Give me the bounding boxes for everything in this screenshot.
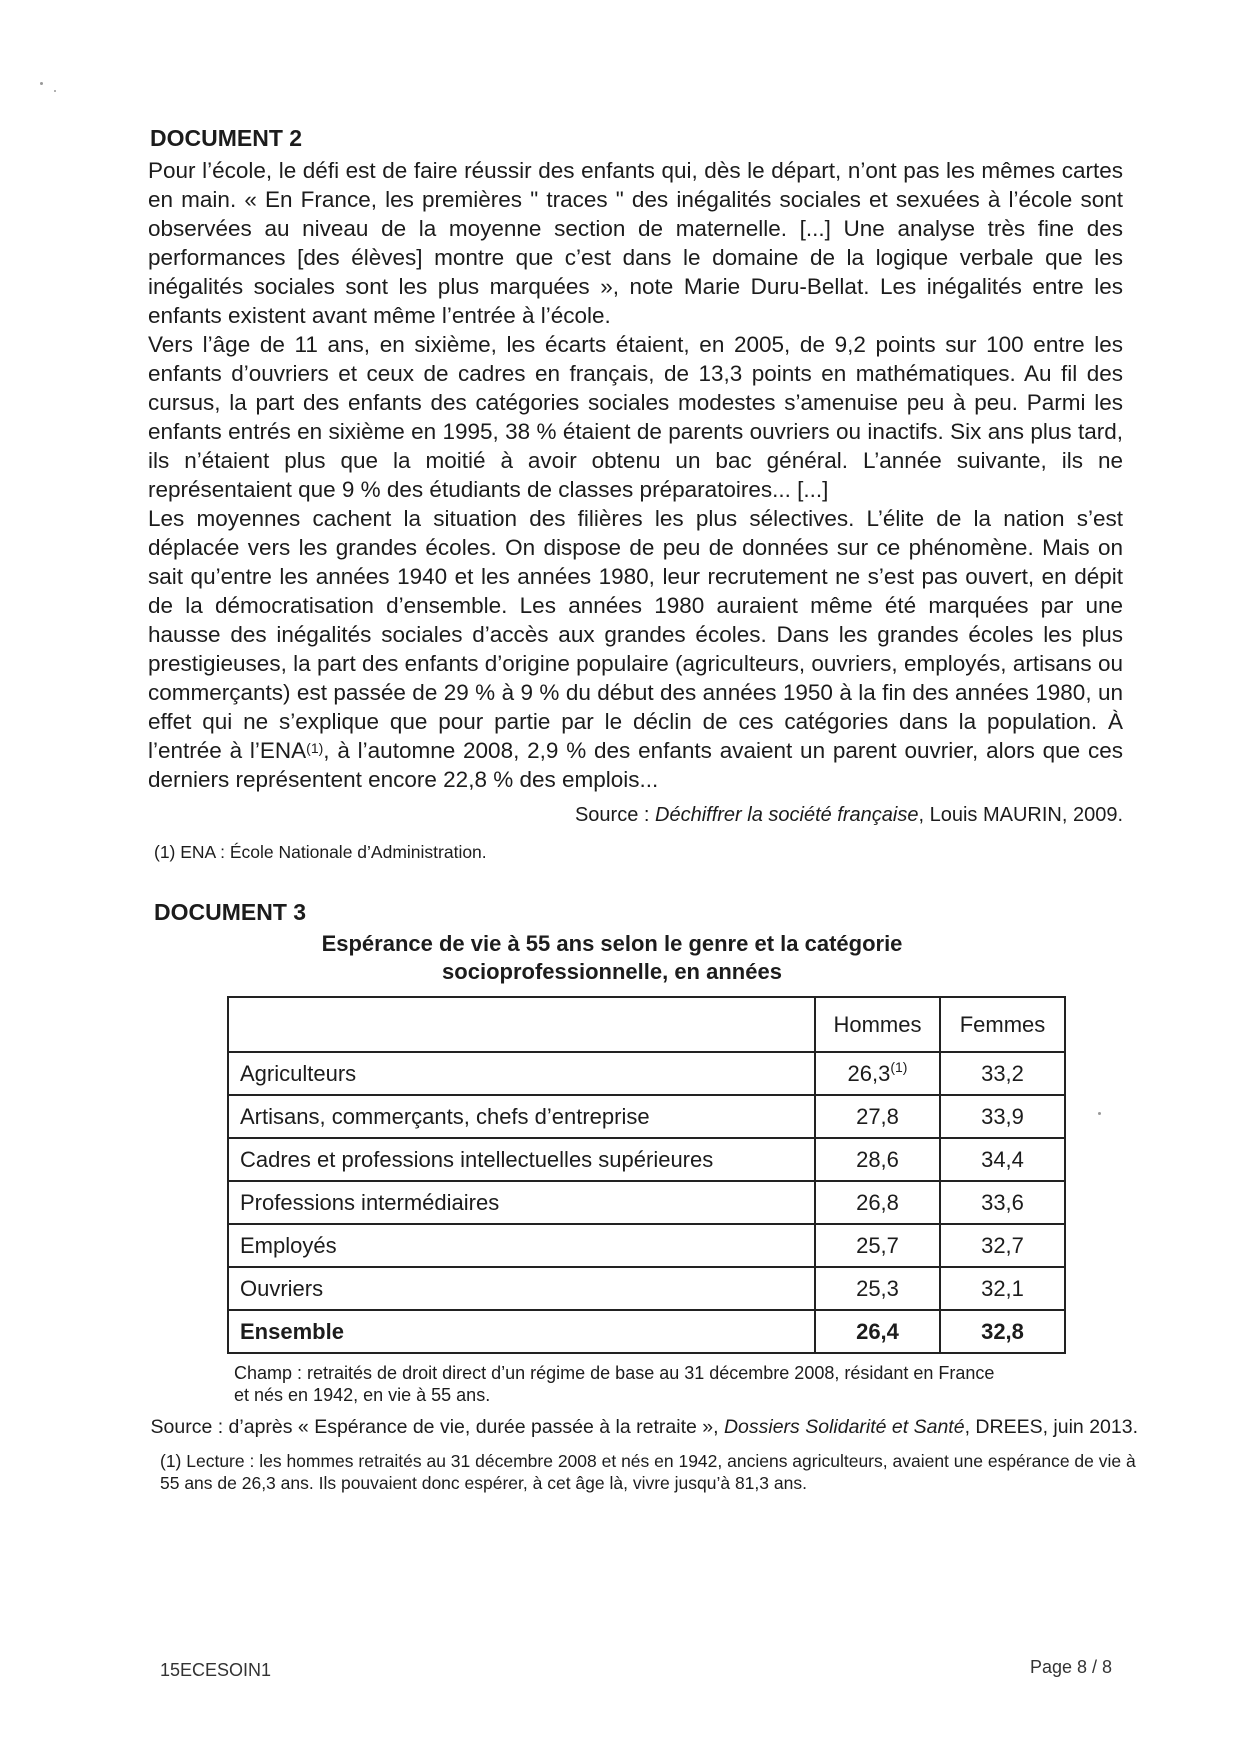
table-row <box>228 1267 1065 1310</box>
row-label: Cadres et professions intellectuelles supérieures <box>228 1138 815 1181</box>
header-hommes: Hommes <box>815 997 940 1052</box>
cell-value: 27,8 <box>856 1103 899 1129</box>
page-content <box>148 124 1138 1494</box>
cell-hommes <box>815 1267 940 1310</box>
document-2-body <box>148 156 1123 794</box>
table-title-line: socioprofessionnelle, en années <box>442 959 782 984</box>
document-2-paragraph: Pour l’école, le défi est de faire réussir des enfants qui, dès le départ, n’ont pas les mêmes cartes en main. « En France, les premières " traces " des inégalités sociales et sexuées à l’école sont observées au niveau de la moyenne section de maternelle. [...] Une analyse très fine des performances [des élèves] montre que c’est dans le domaine de la logique verbale que les inégalités sociales sont les plus marquées », note Marie Duru-Bellat. Les inégalités entre les enfants existent avant même l’entrée à l’école. <box>148 158 1123 328</box>
row-label: Artisans, commerçants, chefs d’entreprise <box>228 1095 815 1138</box>
cell-femmes: 33,2 <box>940 1052 1065 1095</box>
cell-value: 26,4 <box>856 1318 899 1344</box>
row-label: Agriculteurs <box>228 1052 815 1095</box>
table-row <box>228 1095 1065 1138</box>
table-body <box>228 1052 1065 1353</box>
source-suffix: , DREES, juin 2013. <box>964 1416 1138 1438</box>
cell-femmes: 32,8 <box>940 1310 1065 1353</box>
document-2-source <box>148 802 1123 828</box>
cell-hommes <box>815 1224 940 1267</box>
table-title-line: Espérance de vie à 55 ans selon le genre et la catégorie <box>321 931 903 956</box>
cell-hommes <box>815 1052 940 1095</box>
table-row <box>228 1181 1065 1224</box>
document-2-heading: DOCUMENT 2 <box>150 125 303 151</box>
document-2-paragraph: Vers l’âge de 11 ans, en sixième, les écarts étaient, en 2005, de 9,2 points sur 100 entre les enfants d’ouvriers et ceux de cadres en français, de 13,3 points en mathématiques. Au fil des cursus, la part des enfants des catégories sociales modestes s’amenuise peu à peu. Parmi les enfants entrés en sixième en 1995, 38 % étaient de parents ouvriers ou inactifs. Six ans plus tard, ils n’étaient plus que la moitié à avoir obtenu un bac général. L’année suivante, ils ne représentaient que 9 % des étudiants de classes préparatoires... [...] <box>148 332 1123 502</box>
scan-speck <box>40 82 43 85</box>
table-row <box>228 1224 1065 1267</box>
cell-hommes <box>815 1181 940 1224</box>
scan-speck <box>54 90 56 92</box>
cell-value: 25,7 <box>856 1232 899 1258</box>
source-title: Déchiffrer la société française <box>655 804 919 826</box>
cell-femmes: 33,9 <box>940 1095 1065 1138</box>
document-2-paragraph <box>148 504 1123 794</box>
cell-value: 26,3 <box>847 1060 891 1086</box>
table-header-row <box>228 997 1065 1052</box>
header-femmes: Femmes <box>940 997 1065 1052</box>
footnote-marker: (1) <box>306 740 324 756</box>
paragraph-text: , à l’automne 2008, 2,9 % des enfants avaient un parent ouvrier, alors que ces derniers représentent encore 22,8 % des emplois... <box>148 738 1123 792</box>
cell-femmes: 34,4 <box>940 1138 1065 1181</box>
life-expectancy-table <box>227 996 1066 1354</box>
cell-value: 28,6 <box>856 1146 899 1172</box>
source-suffix: , Louis MAURIN, 2009. <box>918 804 1123 826</box>
document-2-footnote: (1) ENA : École Nationale d’Administration. <box>154 842 487 862</box>
document-2 <box>148 124 1128 864</box>
source-title: Dossiers Solidarité et Santé <box>723 1416 965 1438</box>
header-empty-cell <box>228 997 815 1052</box>
source-prefix: Source : d’après « Espérance de vie, durée passée à la retraite », <box>150 1416 724 1438</box>
table-row <box>228 1138 1065 1181</box>
cell-femmes: 33,6 <box>940 1181 1065 1224</box>
page-number: Page 8 / 8 <box>1030 1657 1113 1677</box>
row-label: Professions intermédiaires <box>228 1181 815 1224</box>
document-3-source <box>148 1414 1138 1440</box>
cell-hommes <box>815 1138 940 1181</box>
footnote-marker: (1) <box>890 1058 908 1075</box>
table-scope-note: Champ : retraités de droit direct d’un régime de base au 31 décembre 2008, résidant en France et nés en 1942, en vie à 55 ans. <box>234 1363 995 1405</box>
document-3 <box>148 898 1138 1494</box>
row-label: Employés <box>228 1224 815 1267</box>
source-prefix: Source : <box>574 804 656 826</box>
document-3-heading: DOCUMENT 3 <box>154 899 307 925</box>
cell-femmes: 32,1 <box>940 1267 1065 1310</box>
table-row <box>228 1052 1065 1095</box>
row-label: Ensemble <box>228 1310 815 1353</box>
cell-hommes <box>815 1310 940 1353</box>
table-title <box>200 930 1024 986</box>
row-label: Ouvriers <box>228 1267 815 1310</box>
cell-value: 25,3 <box>856 1275 899 1301</box>
paragraph-text: Les moyennes cachent la situation des filières les plus sélectives. L’élite de la nation s’est déplacée vers les grandes écoles. On dispose de peu de données sur ce phénomène. Mais on sait qu’entre les années 1940 et les années 1980, leur recrutement ne s’est pas ouvert, en dépit de la démocratisation d’ensemble. Les années 1980 auraient même été marquées par une hausse des inégalités sociales d’accès aux grandes écoles. Dans les grandes écoles les plus prestigieuses, la part des enfants d’origine populaire (agriculteurs, ouvriers, employés, artisans ou commerçants) est passée de 29 % à 9 % du début des années 1950 à la fin des années 1980, un effet qui ne s’explique que pour partie par le déclin de ces catégories dans la population. À l’entrée à l’ENA <box>148 506 1123 763</box>
cell-femmes: 32,7 <box>940 1224 1065 1267</box>
cell-hommes <box>815 1095 940 1138</box>
cell-value: 26,8 <box>856 1189 899 1215</box>
reading-note: (1) Lecture : les hommes retraités au 31 décembre 2008 et nés en 1942, anciens agriculteurs, avaient une espérance de vie à 55 ans de 26,3 ans. Ils pouvaient donc espérer, à cet âge là, vivre jusqu’à 81,3 ans. <box>160 1451 1136 1493</box>
table-row <box>228 1310 1065 1353</box>
exam-code: 15ECESOIN1 <box>160 1660 272 1680</box>
